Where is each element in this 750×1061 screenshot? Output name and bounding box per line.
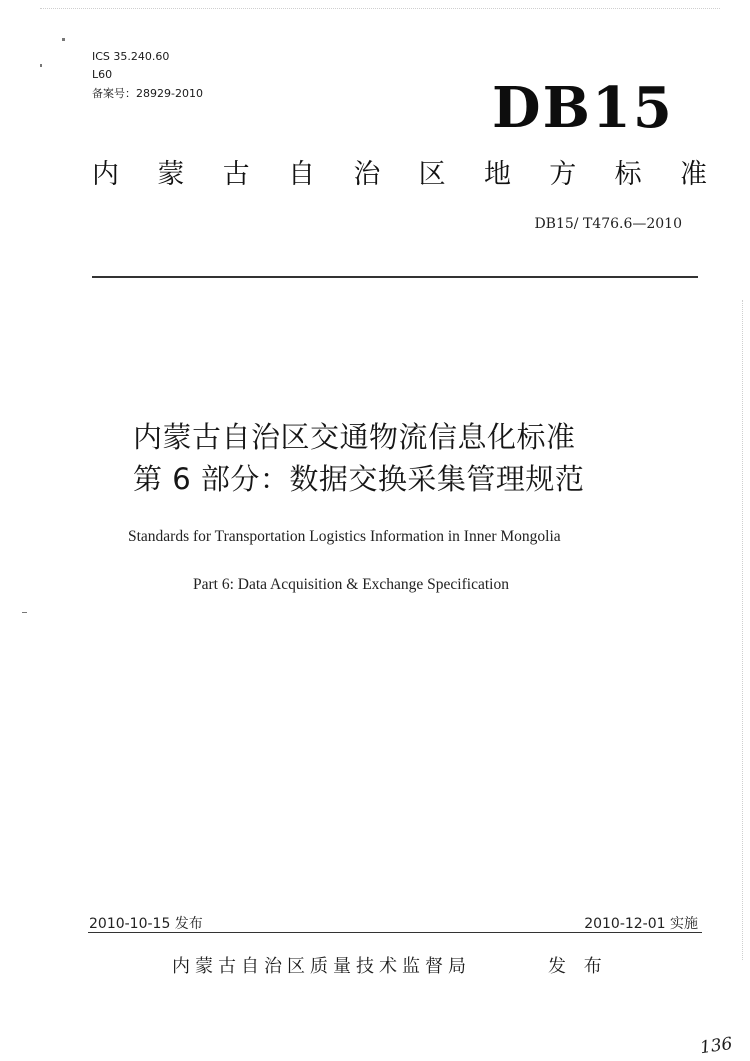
en-title-line-2: Part 6: Data Acquisition & Exchange Specification (193, 576, 509, 593)
issue-label: 发 布 (548, 956, 608, 977)
implement-date: 2010-12-01 实施 (584, 916, 698, 932)
heading-char: 治 (353, 159, 381, 190)
heading-char: 准 (679, 159, 707, 190)
scan-speck (40, 64, 42, 67)
standard-code: DB15/ T476.6—2010 (534, 216, 682, 232)
header-divider (92, 276, 698, 278)
record-number: 备案号：28929-2010 (92, 87, 203, 100)
heading-char: 地 (483, 159, 511, 190)
scan-edge-right (742, 300, 743, 960)
heading-char: 古 (222, 159, 250, 190)
cn-title-line-2: 第 6 部分：数据交换采集管理规范 (133, 462, 585, 496)
issuing-authority: 内蒙古自治区质量技术监督局 (172, 956, 471, 977)
ics-code: ICS 35.240.60 (92, 50, 170, 63)
heading-char: 区 (418, 159, 446, 190)
heading-char: 内 (92, 159, 119, 190)
standard-type-heading (92, 157, 707, 193)
heading-char: 标 (614, 159, 642, 190)
heading-char: 自 (287, 159, 315, 190)
scan-edge-top (40, 8, 720, 9)
footer-divider (88, 932, 702, 933)
handwritten-page-number: 136 (698, 1033, 734, 1059)
classification-code: L60 (92, 68, 113, 81)
cn-title-line-1: 内蒙古自治区交通物流信息化标准 (133, 420, 576, 454)
standard-logo: DB15 (492, 75, 674, 141)
scan-speck (22, 612, 27, 613)
publish-date: 2010-10-15 发布 (89, 916, 203, 932)
en-title-line-1: Standards for Transportation Logistics Information in Inner Mongolia (128, 528, 561, 545)
heading-char: 方 (549, 159, 577, 190)
scan-speck (62, 38, 65, 41)
heading-char: 蒙 (157, 159, 185, 190)
